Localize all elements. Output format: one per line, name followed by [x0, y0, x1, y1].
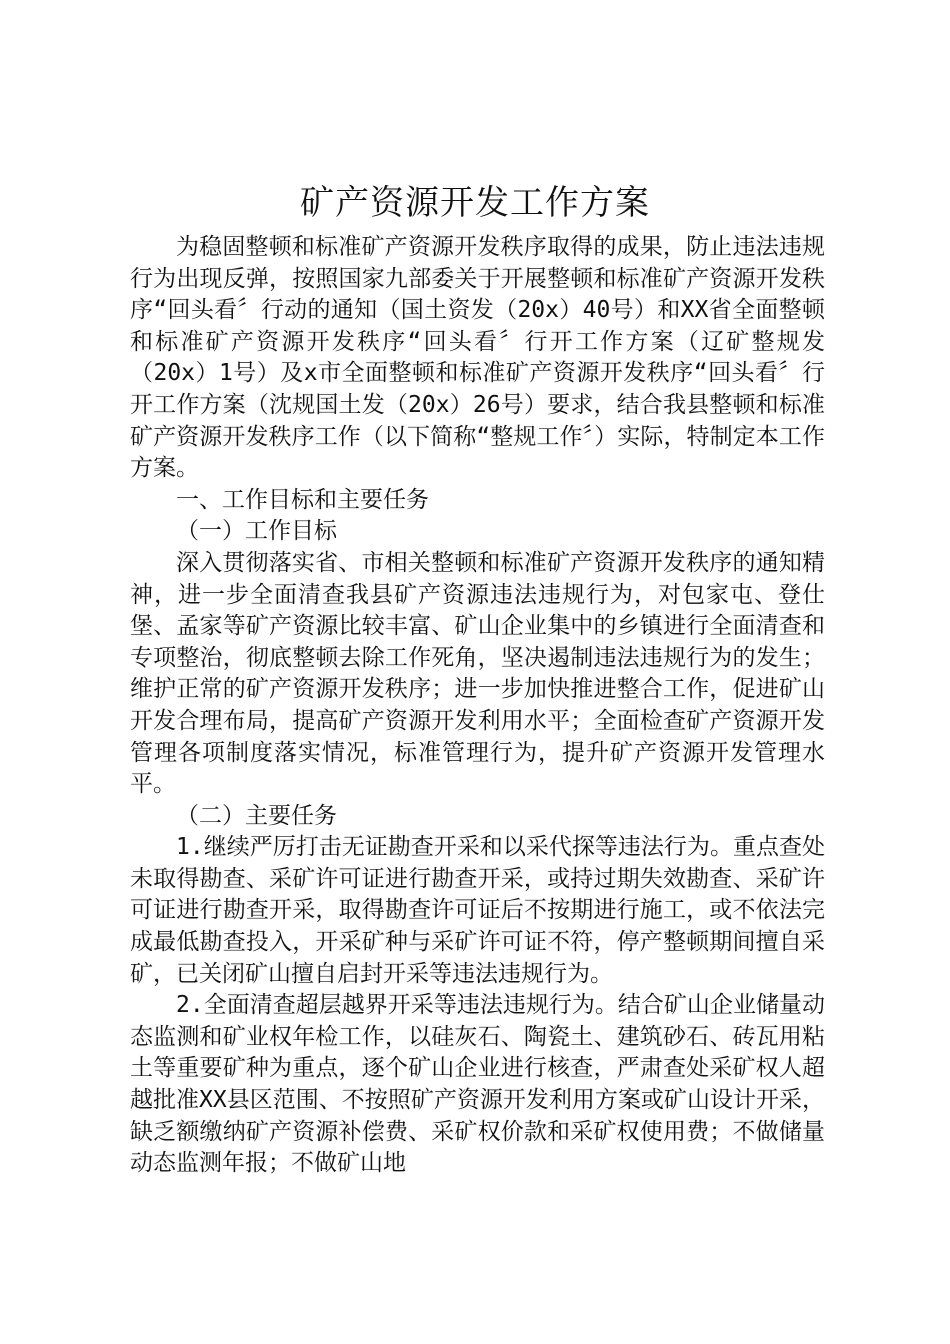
document-title: 矿产资源开发工作方案 — [300, 183, 650, 223]
document-body — [130, 232, 825, 1180]
paragraph-intro: 为稳固整顿和标准矿产资源开发秩序取得的成果，防止违法违规行为出现反弹，按照国家九部委关于开展整顿和标准矿产资源开发秩序“回头看〞行动的通知（国土资发（20x）40号）和XX省全面整顿和标准矿产资源开发秩序“回头看〞行开工作方案（辽矿整规发（20x）1号）及x市全面整顿和标准矿产资源开发秩序“回头看〞行开工作方案（沈规国土发（20x）26号）要求，结合我县整顿和标准矿产资源开发秩序工作（以下简称“整规工作〞）实际，特制定本工作方案。 — [130, 234, 825, 482]
subsection-heading-tasks: （二）主要任务 — [176, 802, 337, 829]
subsection-heading-goals: （一）工作目标 — [176, 518, 337, 545]
paragraph-goals: 深入贯彻落实省、市相关整顿和标准矿产资源开发秩序的通知精神，进一步全面清查我县矿产资源违法违规行为，对包家屯、登仕堡、孟家等矿产资源比较丰富、矿山企业集中的乡镇进行全面清查和专项整治，彻底整顿去除工作死角，坚决遏制违法违规行为的发生；维护正常的矿产资源开发秩序；进一步加快推进整合工作，促进矿山开发合理布局，提高矿产资源开发利用水平；全面检查矿产资源开发管理各项制度落实情况，标准管理行为，提升矿产资源开发管理水平。 — [130, 549, 825, 798]
section-heading-1: 一、工作目标和主要任务 — [176, 486, 429, 513]
paragraph-task-1: 1.继续严厉打击无证勘查开采和以采代探等违法行为。重点查处未取得勘查、采矿许可证进行勘查开采，或持过期失效勘查、采矿许可证进行勘查开采，取得勘查许可证后不按期进行施工，或不依法完成最低勘查投入，开采矿种与采矿许可证不符，停产整顿期间擅自采矿，已关闭矿山擅自启封开采等违法违规行为。 — [130, 834, 825, 987]
paragraph-task-2: 2.全面清查超层越界开采等违法违规行为。结合矿山企业储量动态监测和矿业权年检工作，以硅灰石、陶瓷土、建筑砂石、砖瓦用粘土等重要矿种为重点，逐个矿山企业进行核查，严肃查处采矿权人超越批准XX县区范围、不按照矿产资源开发利用方案或矿山设计开采，缺乏额缴纳矿产资源补偿费、采矿权价款和采矿权使用费；不做储量动态监测年报；不做矿山地 — [130, 992, 825, 1177]
